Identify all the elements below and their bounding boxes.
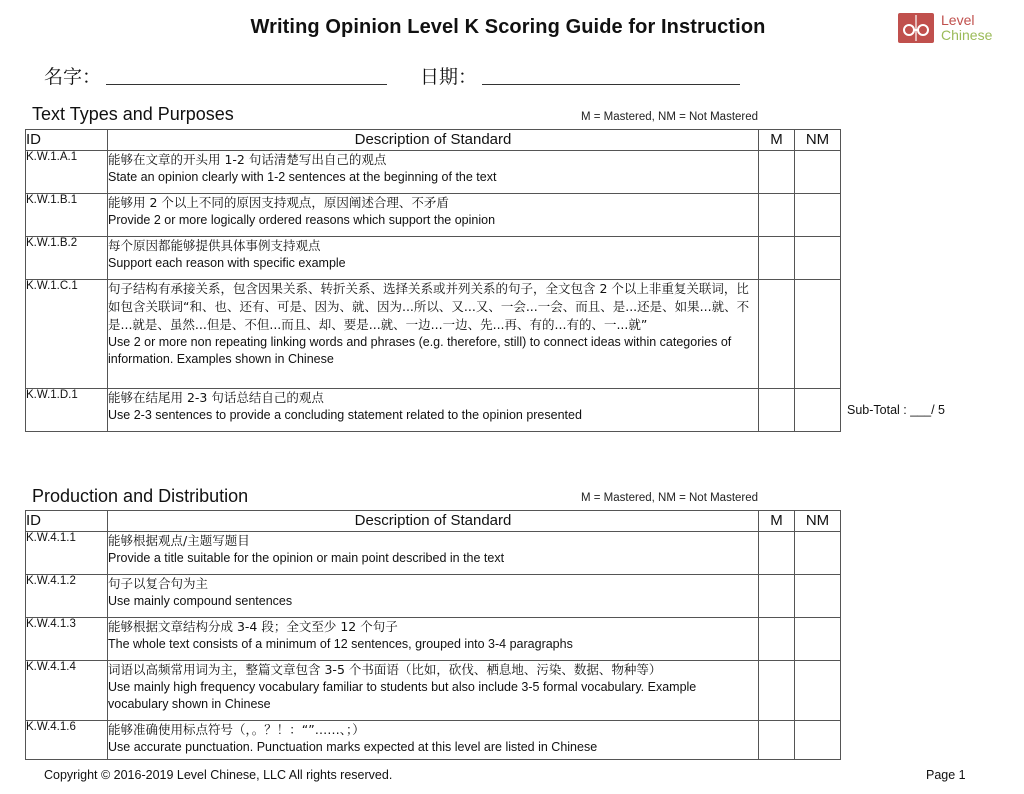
column-header-id: ID (26, 511, 108, 532)
not-mastered-cell[interactable] (795, 194, 841, 237)
standard-id: K.W.1.B.1 (26, 194, 108, 237)
column-header-description: Description of Standard (108, 511, 759, 532)
table-row (26, 237, 841, 280)
description-zh: 能够在结尾用 2-3 句话总结自己的观点 (108, 390, 324, 405)
standards-table-text-types (25, 129, 841, 432)
logo (896, 8, 1006, 48)
description-en: Use accurate punctuation. Punctuation marks expected at this level are listed in Chinese (108, 740, 598, 754)
description-zh: 能够用 2 个以上不同的原因支持观点，原因阐述合理、不矛盾 (108, 195, 449, 210)
not-mastered-cell[interactable] (795, 575, 841, 618)
description-zh: 句子以复合句为主 (108, 576, 209, 591)
not-mastered-cell[interactable] (795, 618, 841, 661)
not-mastered-cell[interactable] (795, 721, 841, 760)
description-en: Support each reason with specific example (108, 256, 346, 270)
standards-table-production (25, 510, 841, 760)
column-header-m: M (759, 511, 795, 532)
standard-description (108, 237, 759, 280)
standard-description (108, 151, 759, 194)
standard-id: K.W.4.1.6 (26, 721, 108, 760)
description-en: Use mainly high frequency vocabulary familiar to students but also include 3-5 formal vocabulary. Example vocabulary shown in Chinese (108, 680, 697, 711)
section-title-text-types: Text Types and Purposes (32, 104, 234, 124)
table-row (26, 532, 841, 575)
description-en: Use 2-3 sentences to provide a concluding statement related to the opinion presented (108, 408, 582, 422)
name-label: 名字： (44, 66, 102, 88)
table-header-row (26, 130, 841, 151)
standard-id: K.W.4.1.3 (26, 618, 108, 661)
logo-text-level: Level (941, 12, 975, 28)
standard-description (108, 280, 759, 389)
mastered-cell[interactable] (759, 532, 795, 575)
standard-description (108, 389, 759, 432)
column-header-id: ID (26, 130, 108, 151)
standard-description (108, 661, 759, 721)
standard-description (108, 618, 759, 661)
table-row (26, 280, 841, 389)
table-row (26, 151, 841, 194)
table-row (26, 194, 841, 237)
description-zh: 每个原因都能够提供具体事例支持观点 (108, 238, 321, 253)
description-en: The whole text consists of a minimum of 12 sentences, grouped into 3-4 paragraphs (108, 637, 573, 651)
mastered-cell[interactable] (759, 575, 795, 618)
date-label: 日期： (420, 66, 478, 88)
column-header-nm: NM (795, 511, 841, 532)
standard-id: K.W.1.C.1 (26, 280, 108, 389)
standard-id: K.W.1.A.1 (26, 151, 108, 194)
mastered-cell[interactable] (759, 194, 795, 237)
mastered-cell[interactable] (759, 721, 795, 760)
standard-description (108, 532, 759, 575)
page-number: Page 1 (926, 768, 966, 782)
table-header-row (26, 511, 841, 532)
page-title: Writing Opinion Level K Scoring Guide for Instruction (250, 16, 766, 38)
description-en: Use 2 or more non repeating linking words and phrases (e.g. therefore, still) to connect ideas within categories of information. Examples shown in Chinese (108, 335, 732, 366)
description-en: Provide a title suitable for the opinion or main point described in the text (108, 551, 505, 565)
description-en: Provide 2 or more logically ordered reasons which support the opinion (108, 213, 496, 227)
mastery-legend: M = Mastered, NM = Not Mastered (581, 492, 759, 504)
description-zh: 能够根据观点/主题写题目 (108, 533, 250, 548)
description-en: State an opinion clearly with 1-2 sentences at the beginning of the text (108, 170, 497, 184)
not-mastered-cell[interactable] (795, 661, 841, 721)
standard-description (108, 721, 759, 760)
mastered-cell[interactable] (759, 661, 795, 721)
not-mastered-cell[interactable] (795, 389, 841, 432)
description-en: Use mainly compound sentences (108, 594, 293, 608)
mastered-cell[interactable] (759, 389, 795, 432)
not-mastered-cell[interactable] (795, 151, 841, 194)
glasses-book-icon (896, 11, 936, 45)
table-row (26, 618, 841, 661)
not-mastered-cell[interactable] (795, 280, 841, 389)
logo-text-chinese: Chinese (941, 27, 993, 43)
table-row (26, 721, 841, 760)
mastered-cell[interactable] (759, 280, 795, 389)
mastered-cell[interactable] (759, 151, 795, 194)
mastery-legend: M = Mastered, NM = Not Mastered (581, 111, 759, 123)
copyright-notice: Copyright © 2016-2019 Level Chinese, LLC All rights reserved. (44, 768, 393, 782)
description-zh: 能够准确使用标点符号（，。？！：“”……、；） (108, 722, 365, 737)
standard-id: K.W.4.1.4 (26, 661, 108, 721)
standard-id: K.W.1.B.2 (26, 237, 108, 280)
column-header-m: M (759, 130, 795, 151)
standard-description (108, 575, 759, 618)
standard-id: K.W.4.1.2 (26, 575, 108, 618)
not-mastered-cell[interactable] (795, 237, 841, 280)
column-header-description: Description of Standard (108, 130, 759, 151)
description-zh: 句子结构有承接关系，包含因果关系、转折关系、选择关系或并列关系的句子，全文包含 2 个以上非重复关联词，比如包含关联词“和、也、还有、可是、因为、就、因为...所以、又...又、一会...一会、而且、是...还是、如果...就、不是...就是、虽然...但是、不但...而且、却、要是...就、一边...一边、先...再、有的...有的、一...就” (108, 281, 750, 332)
description-zh: 能够根据文章结构分成 3-4 段；全文至少 12 个句子 (108, 619, 398, 634)
standard-description (108, 194, 759, 237)
mastered-cell[interactable] (759, 237, 795, 280)
section-title-production: Production and Distribution (32, 486, 249, 506)
mastered-cell[interactable] (759, 618, 795, 661)
standard-id: K.W.4.1.1 (26, 532, 108, 575)
table-row (26, 575, 841, 618)
column-header-nm: NM (795, 130, 841, 151)
date-field[interactable] (482, 84, 740, 85)
name-field[interactable] (106, 84, 387, 85)
not-mastered-cell[interactable] (795, 532, 841, 575)
subtotal-score: Sub-Total : ___/ 5 (847, 403, 945, 417)
standard-id: K.W.1.D.1 (26, 389, 108, 432)
table-row (26, 389, 841, 432)
description-zh: 能够在文章的开头用 1-2 句话清楚写出自己的观点 (108, 152, 387, 167)
description-zh: 词语以高频常用词为主，整篇文章包含 3-5 个书面语（比如，砍伐、栖息地、污染、数据、物种等） (108, 662, 662, 677)
table-row (26, 661, 841, 721)
